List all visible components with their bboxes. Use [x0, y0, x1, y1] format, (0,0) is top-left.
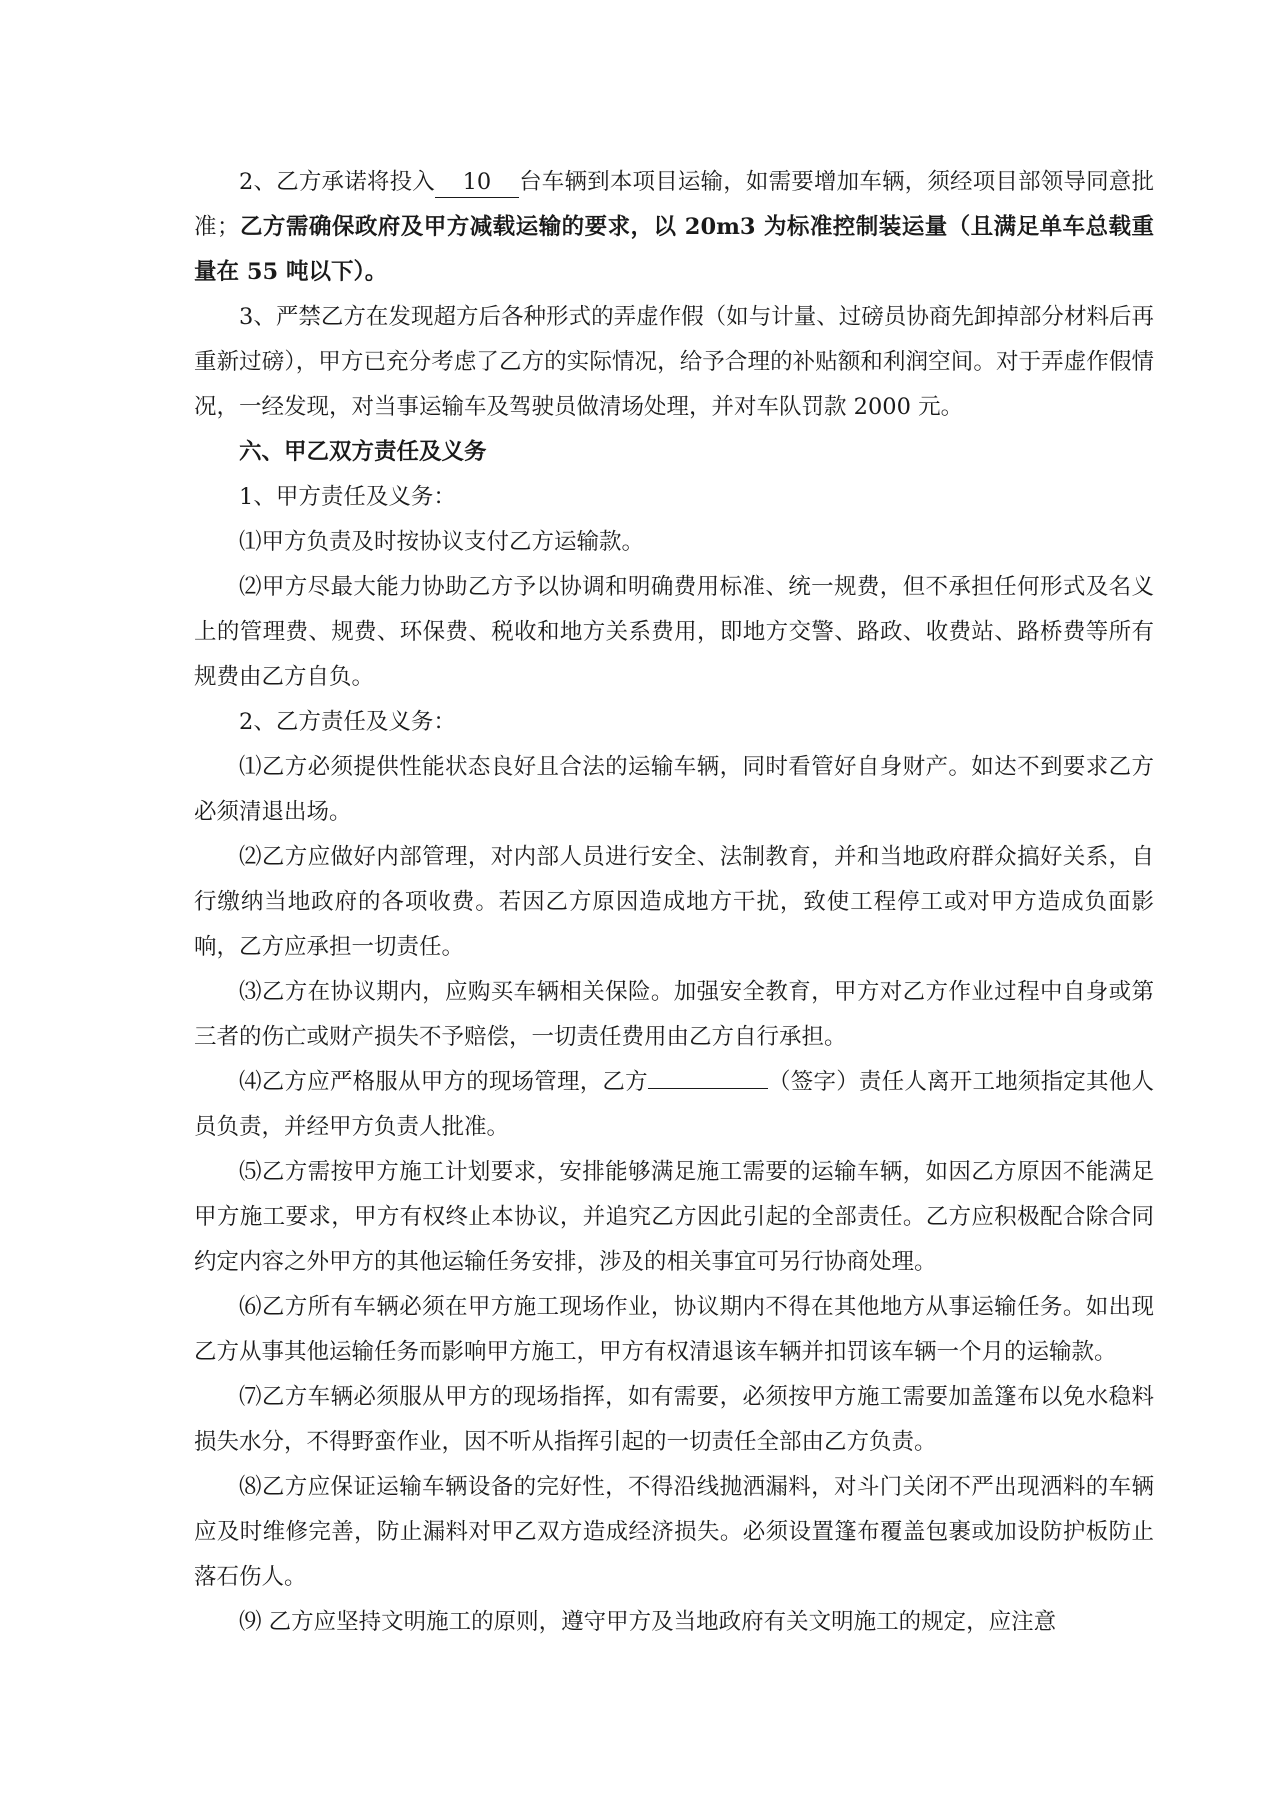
party-b-heading: 2、乙方责任及义务：: [239, 709, 456, 735]
section-6-heading: 六、甲乙双方责任及义务: [239, 439, 487, 465]
party-b-item-9: ⑼ 乙方应坚持文明施工的原则，遵守甲方及当地政府有关文明施工的规定，应注意: [239, 1609, 1057, 1635]
party-b-item-7: ⑺乙方车辆必须服从甲方的现场指挥，如有需要，必须按甲方施工需要加盖篷布以免水稳料损失水分，不得野蛮作业，因不听从指挥引起的一切责任全部由乙方负责。: [194, 1384, 1154, 1455]
clause-5-2-text-b: 台车辆到本项目运输，如需要增加车辆，须经项目部领导同意批准；: [194, 169, 1154, 240]
party-b-item-4-text-a: ⑷乙方应严格服从甲方的现场管理，乙方: [239, 1069, 648, 1095]
clause-5-2-text-a: 2、乙方承诺将投入: [239, 169, 435, 195]
party-b-item-8: ⑻乙方应保证运输车辆设备的完好性，不得沿线抛洒漏料，对斗门关闭不严出现洒料的车辆应及时维修完善，防止漏料对甲乙双方造成经济损失。必须设置篷布覆盖包裹或加设防护板防止落石伤人。: [194, 1474, 1154, 1590]
signature-blank: [648, 1088, 768, 1089]
party-b-item-4-text-b: （签字）责任人离开工地须指定其他人员负责，并经甲方负责人批准。: [194, 1069, 1154, 1140]
party-b-item-4: [194, 1060, 1154, 1150]
party-a-item-2: ⑵甲方尽最大能力协助乙方予以协调和明确费用标准、统一规费，但不承担任何形式及名义上的管理费、规费、环保费、税收和地方关系费用，即地方交警、路政、收费站、路桥费等所有规费由乙方自负。: [194, 574, 1154, 690]
party-b-item-3: ⑶乙方在协议期内，应购买车辆相关保险。加强安全教育，甲方对乙方作业过程中自身或第三者的伤亡或财产损失不予赔偿，一切责任费用由乙方自行承担。: [194, 979, 1154, 1050]
party-b-item-5: ⑸乙方需按甲方施工计划要求，安排能够满足施工需要的运输车辆，如因乙方原因不能满足甲方施工要求，甲方有权终止本协议，并追究乙方因此引起的全部责任。乙方应积极配合除合同约定内容之外甲方的其他运输任务安排，涉及的相关事宜可另行协商处理。: [194, 1159, 1154, 1275]
party-b-item-1: ⑴乙方必须提供性能状态良好且合法的运输车辆，同时看管好自身财产。如达不到要求乙方必须清退出场。: [194, 754, 1154, 825]
party-b-item-2: ⑵乙方应做好内部管理，对内部人员进行安全、法制教育，并和当地政府群众搞好关系，自行缴纳当地政府的各项收费。若因乙方原因造成地方干扰，致使工程停工或对甲方造成负面影响，乙方应承担一切责任。: [194, 844, 1154, 960]
clause-5-2-bold-requirement: 乙方需确保政府及甲方减载运输的要求，以 20m3 为标准控制装运量（且满足单车总载重量在 55 吨以下）。: [194, 214, 1154, 285]
clause-5-2: [194, 160, 1154, 295]
party-a-item-1: ⑴甲方负责及时按协议支付乙方运输款。: [239, 529, 645, 555]
party-a-heading: 1、甲方责任及义务：: [239, 484, 456, 510]
contract-page: [194, 160, 1154, 1645]
party-b-item-6: ⑹乙方所有车辆必须在甲方施工现场作业，协议期内不得在其他地方从事运输任务。如出现乙方从事其他运输任务而影响甲方施工，甲方有权清退该车辆并扣罚该车辆一个月的运输款。: [194, 1294, 1154, 1365]
vehicle-count-blank: 10: [435, 167, 519, 198]
clause-5-3: 3、严禁乙方在发现超方后各种形式的弄虚作假（如与计量、过磅员协商先卸掉部分材料后再重新过磅），甲方已充分考虑了乙方的实际情况，给予合理的补贴额和利润空间。对于弄虚作假情况，一经发现，对当事运输车及驾驶员做清场处理，并对车队罚款 2000 元。: [194, 304, 1154, 420]
